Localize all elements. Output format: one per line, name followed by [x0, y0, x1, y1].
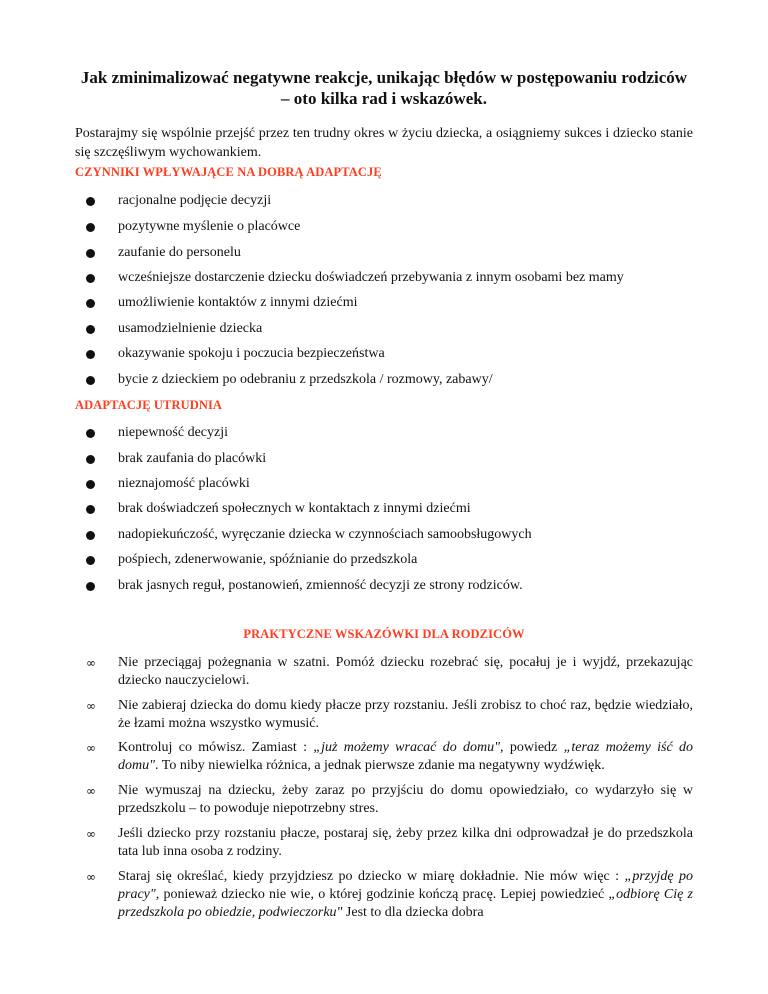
- bullet-icon: [86, 531, 95, 540]
- tip-item: ∞ Staraj się określać, kiedy przyjdziesz po dziecko w miarę dokładnie. Nie mów więc : „przyjdę po pracy", ponieważ dziecko nie wie, o której godzinie kończą pracę. Lepiej powiedzieć „odbiorę Cię z przedszkola po obiedzie, podwieczorku" Jest to dla dziecka dobra: [86, 869, 694, 920]
- intro-paragraph: Postarajmy się wspólnie przejść przez ten trudny okres w życiu dziecka, a osiągniemy sukces i dziecko stanie się szczęśliwym wychowankiem.: [75, 126, 693, 160]
- tip-item: ∞ Nie zabieraj dziecka do domu kiedy płacze przy rozstaniu. Jeśli zrobisz to choć raz, będzie wiedziało, że łzami można wszystko wymusić.: [86, 698, 693, 731]
- bullet-icon: [86, 582, 95, 591]
- bullet-icon: [86, 376, 95, 385]
- tip-item: ∞ Kontroluj co mówisz. Zamiast : „już możemy wracać do domu", powiedz „teraz możemy iść do domu". To niby niewielka różnica, a jednak pierwsze zdanie ma negatywny wydźwięk.: [86, 740, 693, 773]
- tip-item: ∞ Jeśli dziecko przy rozstaniu płacze, postaraj się, żeby przez kilka dni odprowadzał je do przedszkola tata lub inna osoba z rodziny.: [86, 826, 693, 859]
- section-heading-adaptation-factors: CZYNNIKI WPŁYWAJĄCE NA DOBRĄ ADAPTACJĘ: [75, 165, 382, 179]
- bullet-icon: [86, 480, 95, 489]
- bullet-icon: [86, 325, 95, 334]
- bullet-icon: [86, 505, 95, 514]
- bullet-icon: [86, 350, 95, 359]
- infinity-bullet-icon: ∞: [86, 656, 96, 670]
- bullet-icon: [86, 197, 95, 206]
- document-title: Jak zminimalizować negatywne reakcje, unikając błędów w postępowaniu rodziców – oto kilka rad i wskazówek.: [80, 68, 688, 108]
- bullet-icon: [86, 429, 95, 438]
- infinity-bullet-icon: ∞: [86, 827, 96, 841]
- section-heading-adaptation-obstacles: ADAPTACJĘ UTRUDNIA: [75, 398, 223, 412]
- bullet-icon: [86, 223, 95, 232]
- bullet-icon: [86, 455, 95, 464]
- document-page: Jak zminimalizować negatywne reakcje, unikając błędów w postępowaniu rodziców – oto kilka rad i wskazówek. Postarajmy się wspólnie przejść przez ten trudny okres w życiu dziecka, a osiągniemy sukces i dziecko stanie się szczęśliwym wychowankiem. CZYNNIKI WPŁYWAJĄCE NA DOBRĄ ADAPTACJĘ racjonalne podjęcie decyzji pozytywne myślenie o placówce zaufanie do personelu wcześniejsze dostarczenie dziecku doświadczeń przebywania z innym osobami bez mamy umożliwienie kontaktów z innymi dziećmi usamodzielnienie dziecka okazywanie spokoju i poczucia bezpieczeństwa bycie z dzieckiem po odebraniu z przedszkola / rozmowy, zabawy/ ADAPTACJĘ UTRUDNIA niepewność decyzji brak zaufania do placówki nieznajomość placówki brak doświadczeń społecznych w kontaktach z innymi dziećmi nadopiekuńczość, wyręczanie dziecka w czynnościach samoobsługowych pośpiech, zdenerwowanie, spóźnianie do przedszkola brak jasnych reguł, postanowień, zmienność decyzji ze strony rodziców. PRAKTYCZNE WSKAZÓWKI DLA RODZICÓW ∞ Nie przeciągaj pożegnania w szatni. Pomóż dziecku rozebrać się, pocałuj je i wyjdź, przekazując dziecko nauczycielowi. ∞ Nie zabieraj dziecka do domu kiedy płacze przy rozstaniu. Jeśli zrobisz to choć raz, będzie wiedziało, że łzami można wszystko wymusić. ∞ Kontroluj co mówisz. Zamiast : „już możemy wracać do domu", powiedz „teraz możemy iść do domu". To niby niewielka różnica, a jednak pierwsze zdanie ma negatywny wydźwięk. ∞ Nie wymuszaj na dziecku, żeby zaraz po przyjściu do domu opowiedziało, co wydarzyło się w przedszkolu – to powoduje niepotrzebny stres. ∞ Jeśli dziecko przy rozstaniu płacze, postaraj się, żeby przez kilka dni odprowadzał je do przedszkola tata lub inna osoba z rodziny. ∞ Staraj się określać, kiedy przyjdziesz po dziecko w miarę dokładnie. Nie mów więc : „przyjdę po pracy", ponieważ dziecko nie wie, o której godzinie kończą pracę. Lepiej powiedzieć „odbiorę Cię z przedszkola po obiedzie, podwieczorku" Jest to dla dziecka dobra: [75, 68, 694, 920]
- infinity-bullet-icon: ∞: [86, 741, 96, 755]
- bullet-icon: [86, 274, 95, 283]
- infinity-bullet-icon: ∞: [86, 699, 96, 713]
- bullet-icon: [86, 556, 95, 565]
- tip-item: ∞ Nie wymuszaj na dziecku, żeby zaraz po przyjściu do domu opowiedziało, co wydarzyło się w przedszkolu – to powoduje niepotrzebny stres.: [86, 783, 693, 816]
- tip-item: ∞ Nie przeciągaj pożegnania w szatni. Pomóż dziecku rozebrać się, pocałuj je i wyjdź, przekazując dziecko nauczycielowi.: [86, 655, 693, 688]
- infinity-bullet-icon: ∞: [86, 870, 96, 884]
- bullet-icon: [86, 299, 95, 308]
- bullet-icon: [86, 249, 95, 258]
- infinity-bullet-icon: ∞: [86, 784, 96, 798]
- section-heading-practical-tips: PRAKTYCZNE WSKAZÓWKI DLA RODZICÓW: [243, 627, 525, 641]
